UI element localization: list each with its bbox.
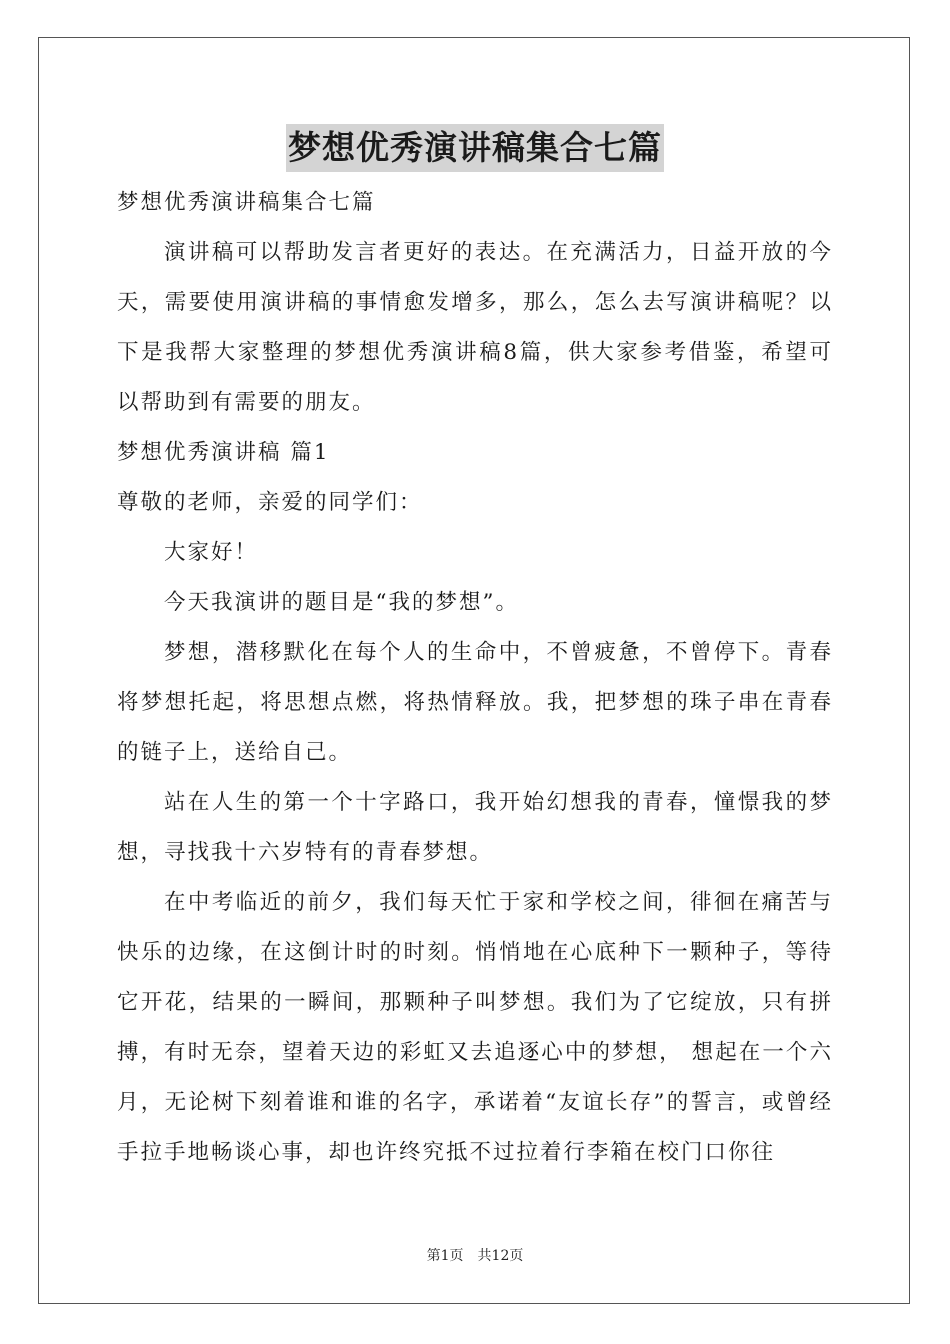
subtitle-line: 梦想优秀演讲稿集合七篇 bbox=[117, 190, 376, 215]
page-number: 第1页 bbox=[426, 1248, 464, 1264]
document-body bbox=[117, 178, 833, 1178]
salutation: 尊敬的老师，亲爱的同学们： bbox=[117, 490, 423, 515]
greeting: 大家好！ bbox=[164, 540, 259, 565]
body-paragraph: 站在人生的第一个十字路口，我开始幻想我的青春，憧憬我的梦想，寻找我十六岁特有的青春梦想。 bbox=[117, 790, 833, 865]
title-container bbox=[0, 124, 950, 172]
intro-paragraph: 演讲稿可以帮助发言者更好的表达。在充满活力，日益开放的今天，需要使用演讲稿的事情愈发增多，那么，怎么去写演讲稿呢？以下是我帮大家整理的梦想优秀演讲稿8篇，供大家参考借鉴，希望可以帮助到有需要的朋友。 bbox=[117, 240, 833, 415]
page-total: 共12页 bbox=[477, 1248, 524, 1264]
body-paragraph: 在中考临近的前夕，我们每天忙于家和学校之间，徘徊在痛苦与快乐的边缘，在这倒计时的时刻。悄悄地在心底种下一颗种子，等待它开花，结果的一瞬间，那颗种子叫梦想。我们为了它绽放，只有拼搏，有时无奈，望着天边的彩虹又去追逐心中的梦想， 想起在一个六月，无论树下刻着谁和谁的名字，承诺着“友谊长存”的誓言，或曾经手拉手地畅谈心事，却也许终究抵不过拉着行李箱在校门口你往 bbox=[117, 890, 833, 1165]
section-heading: 梦想优秀演讲稿 篇1 bbox=[117, 440, 330, 465]
speech-topic: 今天我演讲的题目是“我的梦想”。 bbox=[164, 590, 519, 615]
document-title: 梦想优秀演讲稿集合七篇 bbox=[286, 124, 664, 172]
body-paragraph: 梦想，潜移默化在每个人的生命中，不曾疲惫，不曾停下。青春将梦想托起，将思想点燃，将热情释放。我，把梦想的珠子串在青春的链子上，送给自己。 bbox=[117, 640, 833, 765]
page-footer bbox=[0, 1245, 950, 1265]
